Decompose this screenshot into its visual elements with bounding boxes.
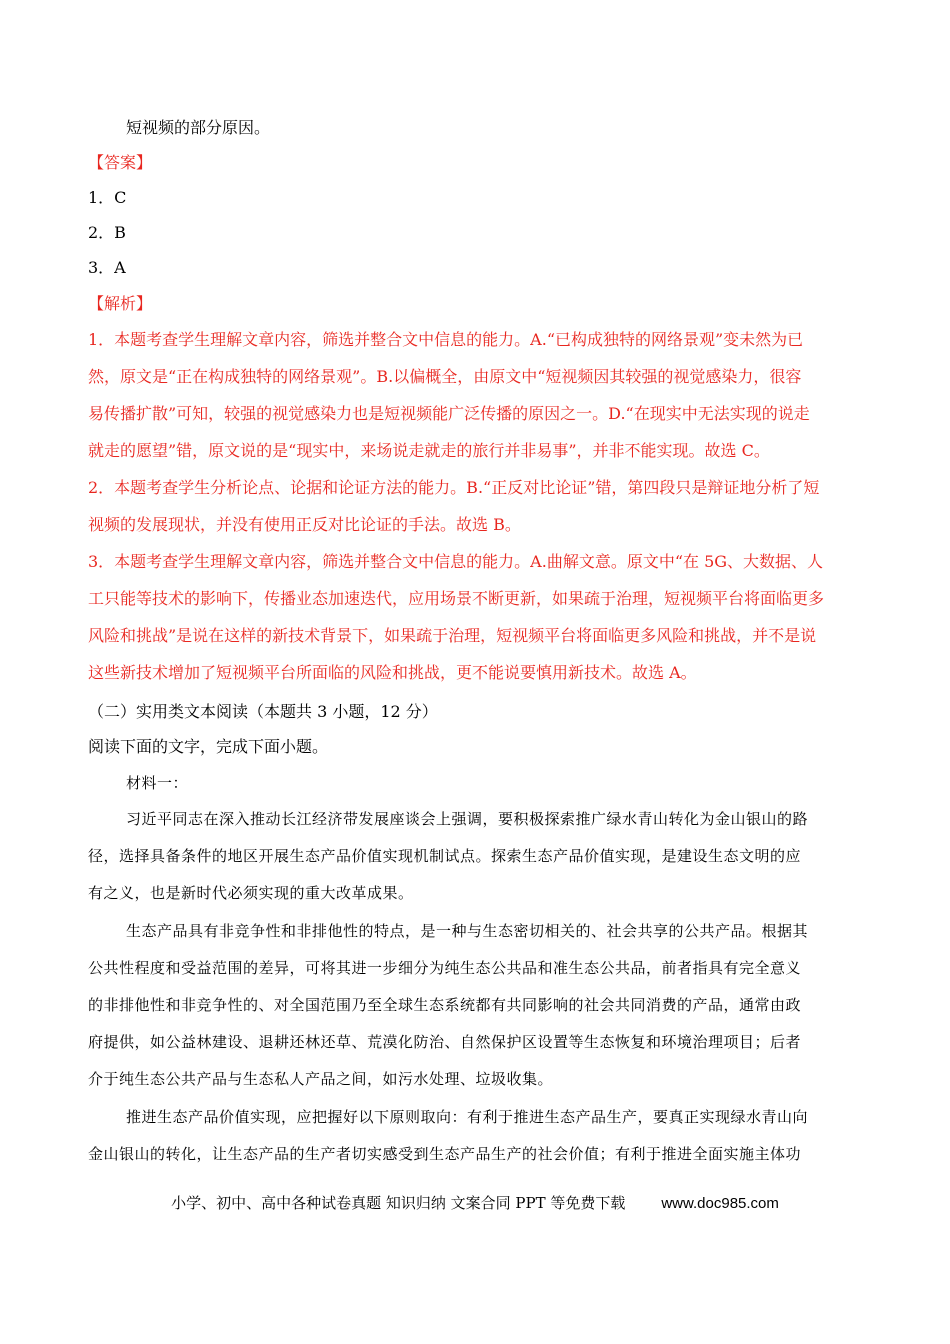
answer-heading: 【答案】 bbox=[88, 153, 153, 172]
analysis-line: 2．本题考查学生分析论点、论据和论证方法的能力。B.“正反对比论证”错，第四段只是辩证地分析了短 bbox=[88, 478, 820, 497]
analysis-line: 风险和挑战”是说在这样的新技术背景下，如果疏于治理，短视频平台将面临更多风险和挑战，并不是说 bbox=[88, 626, 817, 645]
material-line: 习近平同志在深入推动长江经济带发展座谈会上强调，要积极探索推广绿水青山转化为金山银山的路 bbox=[126, 810, 809, 828]
material-line: 金山银山的转化，让生态产品的生产者切实感受到生态产品生产的社会价值；有利于推进全面实施主体功 bbox=[88, 1145, 802, 1163]
answer-item: 1．C bbox=[88, 188, 127, 207]
analysis-line: 1．本题考查学生理解文章内容，筛选并整合文中信息的能力。A.“已构成独特的网络景观”变未然为已 bbox=[88, 330, 804, 349]
footer-text: 小学、初中、高中各种试卷真题 知识归纳 文案合同 PPT 等免费下载 bbox=[171, 1194, 626, 1212]
page-footer bbox=[0, 1193, 950, 1214]
section-title: （二）实用类文本阅读（本题共 3 小题，12 分） bbox=[88, 702, 438, 721]
footer-url[interactable]: www.doc985.com bbox=[661, 1195, 779, 1212]
material-line: 的非排他性和非竞争性的、对全国范围乃至全球生态系统都有共同影响的社会共同消费的产品，通常由政 bbox=[88, 996, 802, 1014]
material-line: 径，选择具备条件的地区开展生态产品价值实现机制试点。探索生态产品价值实现，是建设生态文明的应 bbox=[88, 847, 802, 865]
material-line: 有之义，也是新时代必须实现的重大改革成果。 bbox=[88, 884, 414, 902]
analysis-line: 然，原文是“正在构成独特的网络景观”。B.以偏概全，由原文中“短视频因其较强的视觉感染力，很容 bbox=[88, 367, 802, 386]
analysis-line: 就走的愿望”错，原文说的是“现实中，来场说走就走的旅行并非易事”，并非不能实现。故选 C。 bbox=[88, 441, 770, 460]
answer-item: 2．B bbox=[88, 223, 126, 242]
analysis-line: 工只能等技术的影响下，传播业态加速迭代，应用场景不断更新，如果疏于治理，短视频平台将面临更多 bbox=[88, 589, 825, 608]
analysis-line: 这些新技术增加了短视频平台所面临的风险和挑战，更不能说要慎用新技术。故选 A。 bbox=[88, 663, 697, 682]
analysis-line: 视频的发展现状，并没有使用正反对比论证的手法。故选 B。 bbox=[88, 515, 521, 534]
analysis-heading: 【解析】 bbox=[88, 294, 153, 313]
material-line: 介于纯生态公共产品与生态私人产品之间，如污水处理、垃圾收集。 bbox=[88, 1070, 554, 1088]
material-line: 生态产品具有非竞争性和非排他性的特点，是一种与生态密切相关的、社会共享的公共产品。根据其 bbox=[126, 922, 809, 940]
material-line: 公共性程度和受益范围的差异，可将其进一步细分为纯生态公共品和准生态公共品，前者指具有完全意义 bbox=[88, 959, 802, 977]
analysis-line: 3．本题考查学生理解文章内容，筛选并整合文中信息的能力。A.曲解文意。原文中“在 5G、大数据、人 bbox=[88, 552, 824, 571]
instruction-text: 阅读下面的文字，完成下面小题。 bbox=[88, 737, 329, 756]
material-label: 材料一： bbox=[126, 774, 189, 792]
analysis-line: 易传播扩散”可知，较强的视觉感染力也是短视频能广泛传播的原因之一。D.“在现实中无法实现的说走 bbox=[88, 404, 810, 423]
material-line: 府提供，如公益林建设、退耕还林还草、荒漠化防治、自然保护区设置等生态恢复和环境治理项目；后者 bbox=[88, 1033, 802, 1051]
material-line: 推进生态产品价值实现，应把握好以下原则取向：有利于推进生态产品生产，要真正实现绿水青山向 bbox=[126, 1108, 809, 1126]
continuation-text: 短视频的部分原因。 bbox=[126, 118, 271, 137]
answer-item: 3．A bbox=[88, 258, 126, 277]
